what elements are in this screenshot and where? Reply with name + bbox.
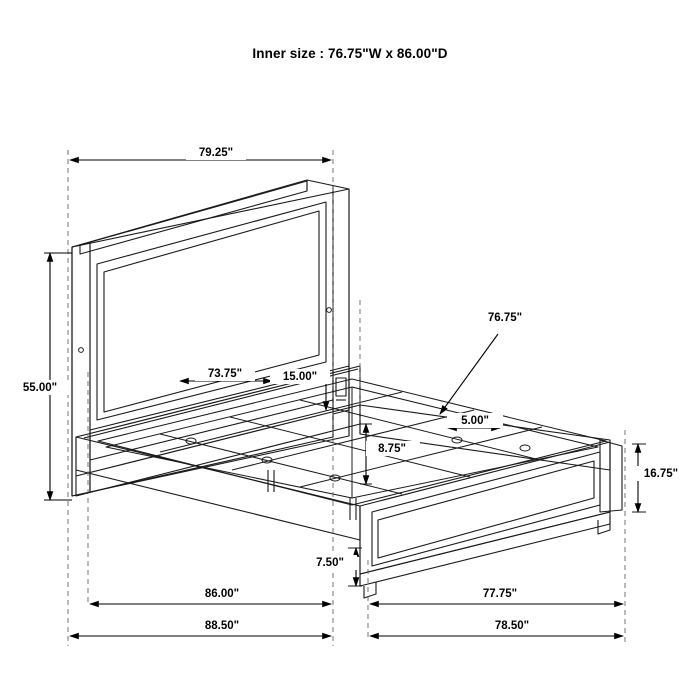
dim-16-75: 16.75"	[643, 468, 679, 480]
page-title: Inner size : 76.75"W x 86.00"D	[252, 46, 448, 61]
dim-78-5: 78.50"	[494, 620, 530, 632]
dim-88-5: 88.50"	[204, 620, 240, 632]
dim-77-75: 77.75"	[482, 588, 518, 600]
dim-headboard-width: 79.25"	[198, 147, 234, 159]
bed-illustration	[72, 180, 622, 598]
dim-8-75: 8.75"	[378, 443, 406, 455]
dim-86: 86.00"	[204, 588, 240, 600]
dimension-labels	[10, 145, 691, 633]
dim-5: 5.00"	[461, 415, 489, 427]
dim-15: 15.00"	[282, 371, 318, 383]
dim-inner-width: 76.75"	[487, 312, 523, 324]
dim-overall-height: 55.00"	[22, 382, 58, 394]
leader-inner-width	[440, 334, 498, 414]
dim-panel-width: 73.75"	[207, 368, 243, 380]
dim-7-5: 7.50"	[316, 557, 344, 569]
